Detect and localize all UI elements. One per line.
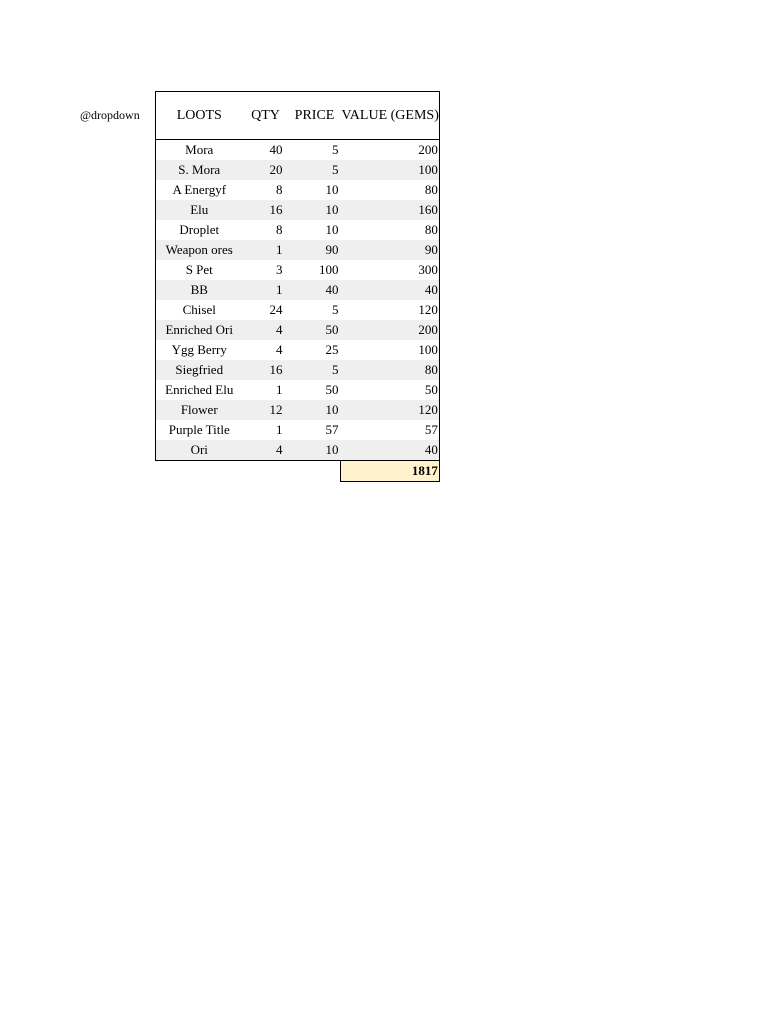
value-cell[interactable]: 100 — [341, 340, 440, 360]
qty-cell[interactable]: 4 — [276, 342, 283, 357]
price-cell[interactable]: 10 — [289, 440, 341, 461]
value-cell[interactable]: 120 — [341, 300, 440, 320]
value-cell[interactable]: 80 — [341, 180, 440, 200]
qty-cell[interactable]: 8 — [276, 222, 283, 237]
loot-name-cell[interactable]: Ori — [156, 440, 243, 461]
price-cell[interactable]: 100 — [319, 262, 339, 277]
qty-cell[interactable]: 1 — [243, 240, 289, 260]
loot-name-cell[interactable]: Flower — [156, 400, 243, 420]
loot-table — [155, 91, 440, 482]
total-spacer — [289, 461, 341, 482]
value-cell[interactable]: 200 — [341, 140, 440, 161]
loot-name-cell[interactable]: Elu — [156, 200, 243, 220]
header-qty: QTY — [243, 92, 289, 140]
loot-name-cell[interactable]: BB — [156, 280, 243, 300]
table-row — [156, 200, 440, 220]
table-row — [156, 400, 440, 420]
table-row — [156, 360, 440, 380]
loot-name-cell[interactable]: S. Mora — [156, 160, 243, 180]
value-cell[interactable]: 40 — [341, 440, 440, 461]
price-cell[interactable]: 10 — [289, 400, 341, 420]
value-cell[interactable]: 120 — [341, 400, 440, 420]
table-row — [156, 140, 440, 161]
total-value-cell[interactable]: 1817 — [341, 461, 440, 482]
loot-name-cell[interactable]: S Pet — [156, 260, 243, 280]
table-row — [156, 380, 440, 400]
header-price: PRICE — [289, 92, 341, 140]
qty-cell[interactable]: 1 — [276, 422, 283, 437]
price-cell[interactable]: 90 — [289, 240, 341, 260]
loot-name-cell[interactable]: Enriched Ori — [156, 320, 243, 340]
value-cell[interactable]: 200 — [341, 320, 440, 340]
value-cell[interactable]: 80 — [341, 220, 440, 240]
qty-cell[interactable]: 16 — [243, 200, 289, 220]
price-cell[interactable]: 5 — [289, 160, 341, 180]
table-row — [156, 240, 440, 260]
loot-name-cell[interactable]: Ygg Berry — [156, 340, 243, 360]
total-spacer — [243, 461, 289, 482]
qty-cell[interactable]: 3 — [276, 262, 283, 277]
loot-name-cell[interactable]: Purple Title — [156, 420, 243, 440]
total-spacer — [156, 461, 243, 482]
price-cell[interactable]: 57 — [325, 422, 339, 437]
price-cell[interactable]: 25 — [325, 342, 339, 357]
table-row — [156, 220, 440, 240]
price-cell[interactable]: 50 — [289, 320, 341, 340]
price-cell[interactable]: 50 — [325, 382, 339, 397]
loot-sheet — [155, 91, 440, 482]
loot-name-cell[interactable]: Weapon ores — [156, 240, 243, 260]
value-cell[interactable]: 80 — [341, 360, 440, 380]
qty-cell[interactable]: 4 — [243, 440, 289, 461]
loot-name-cell[interactable]: Droplet — [156, 220, 243, 240]
qty-cell[interactable]: 12 — [243, 400, 289, 420]
loot-name-cell[interactable]: Siegfried — [156, 360, 243, 380]
qty-cell[interactable]: 40 — [269, 142, 283, 157]
qty-cell[interactable]: 8 — [276, 182, 283, 197]
value-cell[interactable]: 57 — [341, 420, 440, 440]
value-cell[interactable]: 40 — [341, 280, 440, 300]
qty-cell[interactable]: 1 — [276, 382, 283, 397]
table-row — [156, 320, 440, 340]
price-cell[interactable]: 5 — [332, 142, 339, 157]
total-row — [156, 461, 440, 482]
loot-name-cell[interactable]: Chisel — [156, 300, 243, 320]
price-cell[interactable]: 10 — [325, 222, 339, 237]
table-row — [156, 420, 440, 440]
table-row — [156, 160, 440, 180]
header-row — [156, 92, 440, 140]
loot-name-cell[interactable]: A Energyf — [156, 180, 243, 200]
loot-table-body — [156, 140, 440, 461]
value-cell[interactable]: 50 — [341, 380, 440, 400]
qty-cell[interactable]: 20 — [243, 160, 289, 180]
loot-name-cell[interactable]: Mora — [156, 140, 243, 161]
qty-cell[interactable]: 16 — [243, 360, 289, 380]
table-row — [156, 340, 440, 360]
dropdown-label: @dropdown — [80, 108, 140, 122]
qty-cell[interactable]: 4 — [243, 320, 289, 340]
table-row — [156, 300, 440, 320]
value-cell[interactable]: 300 — [341, 260, 440, 280]
value-cell[interactable]: 90 — [341, 240, 440, 260]
header-value: VALUE (GEMS) — [341, 92, 440, 140]
qty-cell[interactable]: 24 — [269, 302, 283, 317]
price-cell[interactable]: 5 — [289, 360, 341, 380]
price-cell[interactable]: 40 — [289, 280, 341, 300]
loot-name-cell[interactable]: Enriched Elu — [156, 380, 243, 400]
price-cell[interactable]: 10 — [289, 200, 341, 220]
table-row — [156, 260, 440, 280]
table-row — [156, 280, 440, 300]
price-cell[interactable]: 10 — [325, 182, 339, 197]
price-cell[interactable]: 5 — [332, 302, 339, 317]
table-row — [156, 440, 440, 461]
qty-cell[interactable]: 1 — [243, 280, 289, 300]
value-cell[interactable]: 100 — [341, 160, 440, 180]
value-cell[interactable]: 160 — [341, 200, 440, 220]
header-loots: LOOTS — [156, 92, 243, 140]
table-row — [156, 180, 440, 200]
